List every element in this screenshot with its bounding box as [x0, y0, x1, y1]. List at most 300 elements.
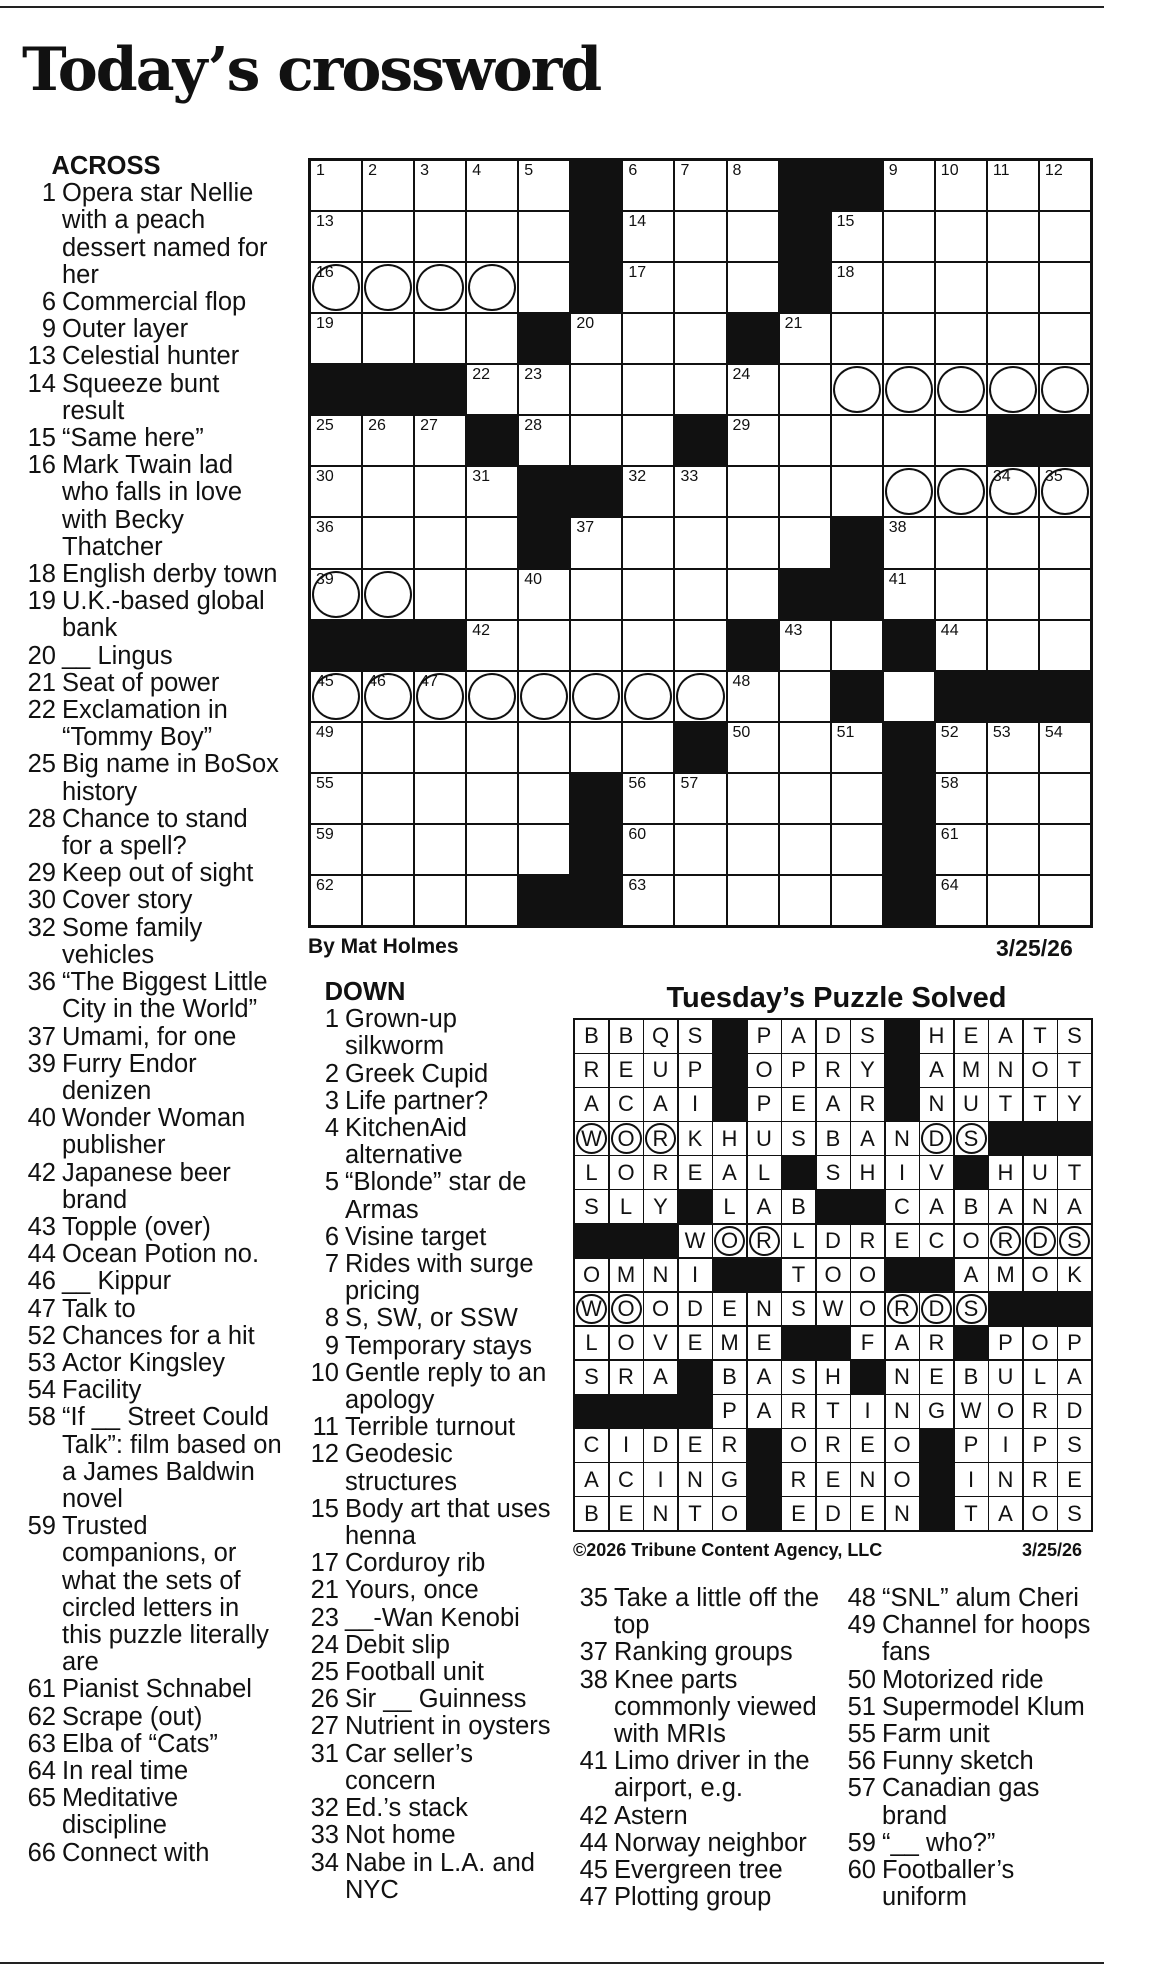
grid-cell[interactable] — [571, 314, 621, 363]
solution-black-square — [920, 1497, 953, 1530]
grid-cell[interactable] — [623, 518, 673, 567]
grid-cell[interactable] — [467, 774, 517, 823]
grid-cell[interactable] — [311, 416, 361, 465]
grid-cell[interactable] — [1040, 212, 1090, 261]
cell-number: 48 — [732, 672, 751, 690]
grid-cell[interactable] — [988, 518, 1038, 567]
clue-number: 21 — [27, 668, 56, 697]
clue-across-43 — [20, 1214, 282, 1241]
solution-cell: E — [782, 1088, 815, 1121]
grid-cell[interactable] — [363, 774, 413, 823]
grid-cell[interactable] — [519, 723, 569, 772]
top-rule — [0, 6, 1104, 8]
solution-cell: O — [1024, 1259, 1057, 1292]
solution-cell: M — [955, 1054, 988, 1087]
cell-number: 64 — [940, 876, 959, 894]
grid-cell[interactable] — [415, 876, 465, 925]
grid-cell[interactable] — [780, 672, 830, 721]
grid-cell[interactable] — [467, 263, 517, 312]
grid-cell[interactable] — [728, 161, 778, 210]
solution-cell: U — [955, 1088, 988, 1121]
clue-text: Norway neighbor — [614, 1828, 807, 1857]
grid-cell[interactable] — [623, 161, 673, 210]
grid-cell[interactable] — [415, 672, 465, 721]
grid-cell[interactable] — [884, 263, 934, 312]
grid-cell[interactable] — [884, 365, 934, 414]
solution-cell: P — [1058, 1327, 1091, 1360]
grid-cell[interactable] — [571, 672, 621, 721]
clue-down-col3-60 — [840, 1857, 1102, 1911]
grid-cell[interactable] — [623, 672, 673, 721]
grid-cell[interactable] — [832, 314, 882, 363]
grid-cell[interactable] — [415, 467, 465, 516]
grid-cell[interactable] — [519, 365, 569, 414]
grid-cell[interactable] — [623, 621, 673, 670]
solution-cell: O — [851, 1259, 884, 1292]
grid-cell[interactable] — [1040, 263, 1090, 312]
grid-cell[interactable] — [311, 263, 361, 312]
grid-cell[interactable] — [415, 416, 465, 465]
cell-number: 30 — [316, 468, 334, 486]
clue-text: Nutrient in oysters — [345, 1712, 551, 1741]
grid-cell[interactable] — [988, 774, 1038, 823]
grid-cell[interactable] — [728, 365, 778, 414]
clue-text: Furry Endor denizen — [62, 1049, 197, 1105]
grid-cell[interactable] — [832, 416, 882, 465]
clue-across-66 — [20, 1840, 282, 1867]
grid-cell[interactable] — [675, 876, 725, 925]
solution-cell: O — [1024, 1327, 1057, 1360]
black-square — [571, 161, 621, 210]
grid-cell[interactable] — [519, 263, 569, 312]
grid-cell[interactable] — [363, 723, 413, 772]
black-square — [519, 518, 569, 567]
grid-cell[interactable] — [988, 161, 1038, 210]
grid-cell[interactable] — [780, 876, 830, 925]
grid-cell[interactable] — [363, 212, 413, 261]
grid-cell[interactable] — [623, 467, 673, 516]
grid-cell[interactable] — [988, 467, 1038, 516]
grid-cell[interactable] — [936, 263, 986, 312]
clue-number: 45 — [579, 1856, 608, 1885]
grid-cell[interactable] — [1040, 621, 1090, 670]
grid-cell[interactable] — [311, 876, 361, 925]
grid-cell[interactable] — [884, 212, 934, 261]
grid-cell[interactable] — [832, 263, 882, 312]
grid-cell[interactable] — [780, 416, 830, 465]
grid-cell[interactable] — [832, 467, 882, 516]
grid-cell[interactable] — [623, 263, 673, 312]
solution-cell: N — [748, 1293, 781, 1326]
clue-across-46 — [20, 1268, 282, 1295]
grid-cell[interactable] — [884, 672, 934, 721]
cell-number: 62 — [316, 876, 334, 894]
grid-cell[interactable] — [519, 825, 569, 874]
solution-cell: E — [851, 1497, 884, 1530]
grid-cell[interactable] — [832, 621, 882, 670]
grid-cell[interactable] — [675, 314, 725, 363]
clue-down-15 — [303, 1496, 558, 1550]
clue-number: 19 — [27, 587, 56, 616]
grid-cell[interactable] — [415, 774, 465, 823]
grid-cell[interactable] — [884, 518, 934, 567]
grid-cell[interactable] — [728, 416, 778, 465]
solution-cell: O — [713, 1497, 746, 1530]
cell-number: 34 — [992, 468, 1011, 486]
grid-cell[interactable] — [988, 263, 1038, 312]
grid-cell[interactable] — [415, 825, 465, 874]
solution-cell: C — [886, 1190, 919, 1223]
grid-cell[interactable] — [988, 212, 1038, 261]
grid-cell[interactable] — [311, 672, 361, 721]
grid-cell[interactable] — [519, 621, 569, 670]
black-square — [936, 672, 986, 721]
grid-cell[interactable] — [936, 570, 986, 619]
grid-cell[interactable] — [780, 518, 830, 567]
grid-cell[interactable] — [571, 570, 621, 619]
solution-cell: T — [955, 1497, 988, 1530]
solution-cell: E — [610, 1054, 643, 1087]
solution-black-square — [817, 1190, 850, 1223]
grid-cell[interactable] — [728, 570, 778, 619]
clue-across-18 — [20, 561, 282, 588]
grid-cell[interactable] — [675, 467, 725, 516]
solution-black-square — [713, 1259, 746, 1292]
grid-cell[interactable] — [936, 774, 986, 823]
grid-cell[interactable] — [675, 825, 725, 874]
clue-across-22 — [20, 697, 282, 751]
grid-cell[interactable] — [571, 621, 621, 670]
grid-cell[interactable] — [728, 212, 778, 261]
grid-cell[interactable] — [728, 467, 778, 516]
clue-number: 59 — [27, 1512, 56, 1541]
solution-cell: H — [920, 1020, 953, 1053]
clue-text: U.K.-based global bank — [62, 587, 265, 643]
grid-cell[interactable] — [311, 161, 361, 210]
grid-cell[interactable] — [675, 161, 725, 210]
clue-text: Connect with — [62, 1838, 210, 1867]
clue-text: Gentle reply to an apology — [345, 1358, 547, 1415]
grid-cell[interactable] — [675, 621, 725, 670]
solution-cell: F — [851, 1327, 884, 1360]
grid-cell[interactable] — [623, 774, 673, 823]
grid-cell[interactable] — [311, 825, 361, 874]
black-square — [571, 263, 621, 312]
grid-cell[interactable] — [936, 416, 986, 465]
grid-cell[interactable] — [467, 518, 517, 567]
solution-cell: O — [1024, 1054, 1057, 1087]
grid-cell[interactable] — [311, 570, 361, 619]
clue-across-54 — [20, 1377, 282, 1404]
cell-number: 46 — [368, 672, 386, 690]
clue-number: 47 — [579, 1883, 608, 1912]
grid-cell[interactable] — [936, 518, 986, 567]
grid-cell[interactable] — [1040, 518, 1090, 567]
grid-cell[interactable] — [988, 876, 1038, 925]
grid-cell[interactable] — [884, 467, 934, 516]
grid-cell[interactable] — [884, 570, 934, 619]
solution-cell: W — [575, 1122, 608, 1155]
grid-cell[interactable] — [988, 314, 1038, 363]
grid-cell[interactable] — [884, 161, 934, 210]
cell-number: 29 — [732, 417, 751, 435]
grid-cell[interactable] — [467, 621, 517, 670]
grid-cell[interactable] — [780, 723, 830, 772]
clue-text: Motorized ride — [882, 1665, 1044, 1694]
cell-number: 36 — [316, 519, 334, 537]
grid-cell[interactable] — [884, 314, 934, 363]
grid-cell[interactable] — [467, 876, 517, 925]
grid-cell[interactable] — [1040, 723, 1090, 772]
solution-cell: B — [955, 1361, 988, 1394]
grid-cell[interactable] — [832, 212, 882, 261]
grid-cell[interactable] — [780, 774, 830, 823]
clue-down-col3-48 — [840, 1585, 1102, 1612]
grid-cell[interactable] — [363, 263, 413, 312]
grid-cell[interactable] — [936, 825, 986, 874]
grid-cell[interactable] — [623, 314, 673, 363]
grid-cell[interactable] — [467, 825, 517, 874]
solution-cell: P — [713, 1395, 746, 1428]
clue-number: 14 — [27, 369, 56, 398]
clue-text: Life partner? — [345, 1086, 489, 1115]
grid-cell[interactable] — [936, 161, 986, 210]
grid-cell[interactable] — [832, 825, 882, 874]
clue-number: 35 — [579, 1584, 608, 1612]
solution-black-square — [713, 1088, 746, 1121]
grid-cell[interactable] — [467, 672, 517, 721]
grid-cell[interactable] — [311, 212, 361, 261]
grid-cell[interactable] — [623, 825, 673, 874]
clue-number: 24 — [310, 1630, 339, 1659]
grid-cell[interactable] — [311, 518, 361, 567]
cell-number: 25 — [316, 417, 334, 435]
grid-cell[interactable] — [1040, 467, 1090, 516]
clue-text: “Same here” — [62, 424, 204, 453]
clue-across-29 — [20, 860, 282, 887]
grid-cell[interactable] — [363, 672, 413, 721]
cell-number: 4 — [472, 162, 482, 179]
grid-cell[interactable] — [832, 723, 882, 772]
clue-text: Plotting group — [614, 1883, 772, 1912]
grid-cell[interactable] — [415, 263, 465, 312]
grid-cell[interactable] — [363, 825, 413, 874]
clue-number: 55 — [847, 1720, 876, 1749]
grid-cell[interactable] — [936, 876, 986, 925]
grid-cell[interactable] — [467, 570, 517, 619]
clue-down-col3-59 — [840, 1830, 1102, 1857]
grid-cell[interactable] — [936, 621, 986, 670]
grid-cell[interactable] — [519, 672, 569, 721]
grid-cell[interactable] — [728, 723, 778, 772]
clue-number: 9 — [324, 1331, 339, 1360]
clue-text: “The Biggest Little City in the World” — [62, 968, 268, 1024]
grid-cell[interactable] — [571, 723, 621, 772]
grid-cell[interactable] — [988, 621, 1038, 670]
cell-number: 39 — [316, 570, 334, 588]
grid-cell[interactable] — [415, 314, 465, 363]
black-square — [571, 825, 621, 874]
grid-cell[interactable] — [571, 365, 621, 414]
grid-cell[interactable] — [415, 212, 465, 261]
grid-cell[interactable] — [363, 314, 413, 363]
grid-cell[interactable] — [936, 723, 986, 772]
black-square — [728, 314, 778, 363]
grid-cell[interactable] — [415, 723, 465, 772]
grid-cell[interactable] — [311, 723, 361, 772]
solution-cell: N — [1024, 1190, 1057, 1223]
grid-cell[interactable] — [936, 314, 986, 363]
grid-cell[interactable] — [571, 416, 621, 465]
grid-cell[interactable] — [728, 672, 778, 721]
grid-cell[interactable] — [832, 876, 882, 925]
solution-black-square — [748, 1497, 781, 1530]
grid-cell[interactable] — [1040, 570, 1090, 619]
grid-cell[interactable] — [988, 825, 1038, 874]
grid-cell[interactable] — [728, 774, 778, 823]
grid-cell[interactable] — [311, 774, 361, 823]
grid-cell[interactable] — [832, 365, 882, 414]
grid-cell[interactable] — [415, 570, 465, 619]
solution-cell: C — [610, 1463, 643, 1496]
clue-text: Talk to — [62, 1294, 136, 1323]
grid-cell[interactable] — [467, 365, 517, 414]
solution-cell: S — [782, 1122, 815, 1155]
grid-cell[interactable] — [519, 416, 569, 465]
grid-cell[interactable] — [467, 212, 517, 261]
solution-cell: A — [748, 1190, 781, 1223]
grid-cell[interactable] — [884, 416, 934, 465]
solution-black-square — [1058, 1122, 1091, 1155]
grid-cell[interactable] — [675, 570, 725, 619]
grid-cell[interactable] — [936, 365, 986, 414]
grid-cell[interactable] — [728, 263, 778, 312]
grid-cell[interactable] — [363, 876, 413, 925]
crossword-grid[interactable] — [308, 158, 1093, 928]
clue-number: 22 — [27, 696, 56, 725]
grid-cell[interactable] — [988, 570, 1038, 619]
grid-cell[interactable] — [936, 467, 986, 516]
grid-cell[interactable] — [623, 570, 673, 619]
clue-across-1 — [20, 180, 282, 289]
black-square — [467, 416, 517, 465]
grid-cell[interactable] — [1040, 161, 1090, 210]
down-clues-continued — [572, 1585, 842, 1911]
solution-black-square — [748, 1259, 781, 1292]
grid-cell[interactable] — [467, 161, 517, 210]
grid-cell[interactable] — [675, 365, 725, 414]
grid-cell[interactable] — [936, 212, 986, 261]
grid-cell[interactable] — [363, 161, 413, 210]
grid-cell[interactable] — [363, 518, 413, 567]
solution-cell: T — [1058, 1156, 1091, 1189]
grid-cell[interactable] — [519, 161, 569, 210]
clue-text: Ed.’s stack — [345, 1794, 468, 1823]
grid-cell[interactable] — [415, 161, 465, 210]
grid-cell[interactable] — [780, 621, 830, 670]
grid-cell[interactable] — [675, 263, 725, 312]
grid-cell[interactable] — [623, 416, 673, 465]
solution-cell: S — [782, 1293, 815, 1326]
grid-cell[interactable] — [780, 467, 830, 516]
solution-cell: A — [989, 1190, 1022, 1223]
grid-cell[interactable] — [571, 518, 621, 567]
clue-text: Elba of “Cats” — [62, 1729, 218, 1758]
grid-cell[interactable] — [728, 518, 778, 567]
solution-cell: N — [886, 1122, 919, 1155]
grid-cell[interactable] — [519, 212, 569, 261]
grid-cell[interactable] — [311, 314, 361, 363]
clue-down-col2-38 — [572, 1667, 842, 1749]
grid-cell[interactable] — [728, 876, 778, 925]
solution-black-square — [886, 1054, 919, 1087]
grid-cell[interactable] — [1040, 314, 1090, 363]
grid-cell[interactable] — [728, 825, 778, 874]
cell-number: 44 — [940, 621, 959, 639]
grid-cell[interactable] — [988, 723, 1038, 772]
grid-cell[interactable] — [311, 467, 361, 516]
grid-cell[interactable] — [780, 825, 830, 874]
solution-cell: E — [1058, 1463, 1091, 1496]
grid-cell[interactable] — [623, 723, 673, 772]
grid-cell[interactable] — [988, 365, 1038, 414]
grid-cell[interactable] — [623, 876, 673, 925]
solution-cell: U — [644, 1054, 677, 1087]
grid-cell[interactable] — [363, 416, 413, 465]
grid-cell[interactable] — [415, 518, 465, 567]
solution-cell: E — [782, 1497, 815, 1530]
solution-black-square — [610, 1395, 643, 1428]
grid-cell[interactable] — [780, 314, 830, 363]
grid-cell[interactable] — [363, 570, 413, 619]
grid-cell[interactable] — [467, 467, 517, 516]
solution-cell: N — [679, 1463, 712, 1496]
grid-cell[interactable] — [1040, 774, 1090, 823]
black-square — [311, 365, 361, 414]
clue-text: Take a little off the top — [614, 1584, 820, 1640]
grid-cell[interactable] — [832, 774, 882, 823]
solution-cell: A — [989, 1020, 1022, 1053]
bottom-rule — [0, 1962, 1104, 1964]
grid-cell[interactable] — [519, 774, 569, 823]
clue-across-36 — [20, 969, 282, 1023]
grid-cell[interactable] — [1040, 876, 1090, 925]
solution-cell: R — [575, 1054, 608, 1087]
grid-cell[interactable] — [467, 314, 517, 363]
grid-cell[interactable] — [675, 518, 725, 567]
cell-number: 10 — [940, 162, 959, 179]
grid-cell[interactable] — [1040, 825, 1090, 874]
solution-cell: O — [886, 1429, 919, 1462]
solution-cell: M — [610, 1259, 643, 1292]
grid-cell[interactable] — [675, 774, 725, 823]
grid-cell[interactable] — [623, 365, 673, 414]
clue-text: Seat of power — [62, 668, 220, 697]
grid-cell[interactable] — [675, 212, 725, 261]
grid-cell[interactable] — [467, 723, 517, 772]
solution-cell: L — [575, 1156, 608, 1189]
solution-cell: R — [1024, 1395, 1057, 1428]
grid-cell[interactable] — [519, 570, 569, 619]
grid-cell[interactable] — [363, 467, 413, 516]
cell-number: 18 — [836, 264, 855, 282]
solution-black-square — [989, 1293, 1022, 1326]
grid-cell[interactable] — [675, 672, 725, 721]
grid-cell[interactable] — [1040, 365, 1090, 414]
clue-number: 16 — [27, 451, 56, 480]
grid-cell[interactable] — [623, 212, 673, 261]
grid-cell[interactable] — [780, 365, 830, 414]
